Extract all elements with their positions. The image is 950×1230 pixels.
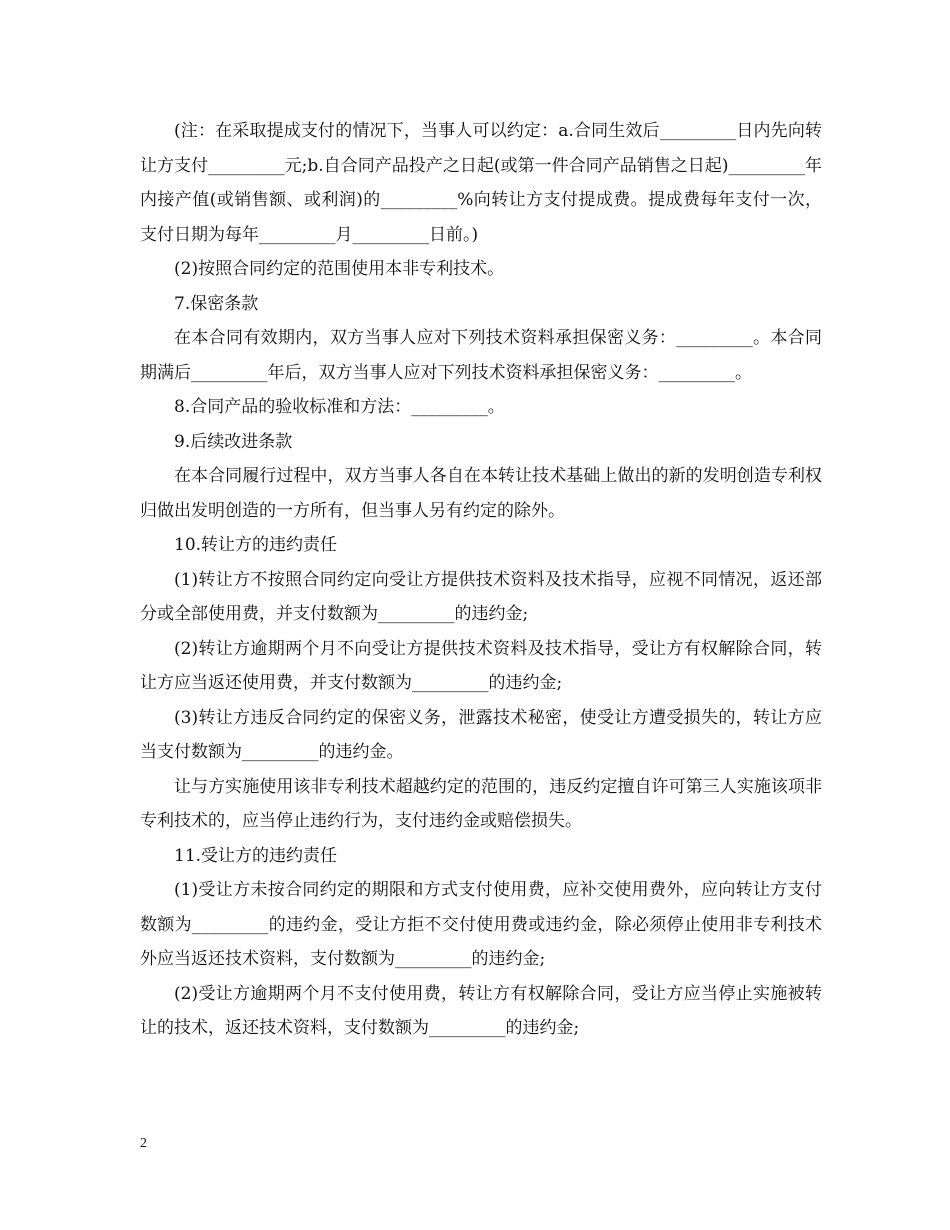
section-heading-confidentiality: 7.保密条款: [174, 293, 259, 314]
clause-transferee-liability-2: (2)受让方逾期两个月不支付使用费，转让方有权解除合同，受让方应当停止实施被转让的技术，返还技术资料，支付数额为_________的违约金;: [140, 983, 822, 1038]
clause-transferor-liability-3: (3)转让方违反合同约定的保密义务，泄露技术秘密，使受让方遭受损失的，转让方应当支付数额为_________的违约金。: [140, 707, 822, 762]
section-heading-transferee-liability: 11.受让方的违约责任: [174, 845, 338, 866]
clause-confidentiality: 在本合同有效期内，双方当事人应对下列技术资料承担保密义务：_________。本合同期满后_________年后，双方当事人应对下列技术资料承担保密义务：_________。: [140, 328, 822, 383]
section-heading-improvements: 9.后续改进条款: [174, 431, 293, 452]
clause-transferee-liability-1: (1)受让方未按合同约定的期限和方式支付使用费，应补交使用费外，应向转让方支付数额为_________的违约金，受让方拒不交付使用费或违约金，除必须停止使用非专利技术外应当返还技术资料，支付数额为_________的违约金;: [140, 880, 822, 969]
section-heading-transferor-liability: 10.转让方的违约责任: [174, 535, 338, 555]
clause-use-scope: (2)按照合同约定的范围使用本非专利技术。: [174, 259, 505, 279]
document-body: [140, 114, 822, 1046]
clause-transferor-liability-1: (1)转让方不按照合同约定向受让方提供技术资料及技术指导，应视不同情况，返还部分或全部使用费，并支付数额为_________的违约金;: [140, 569, 822, 624]
clause-improvements: 在本合同履行过程中，双方当事人各自在本转让技术基础上做出的新的发明创造专利权归做出发明创造的一方所有，但当事人另有约定的除外。: [140, 466, 822, 521]
page-number: 2: [140, 1136, 147, 1151]
clause-transferor-overreach: 让与方实施使用该非专利技术超越约定的范围的，违反约定擅自许可第三人实施该项非专利技术的，应当停止违约行为，支付违约金或赔偿损失。: [140, 776, 822, 831]
clause-transferor-liability-2: (2)转让方逾期两个月不向受让方提供技术资料及技术指导，受让方有权解除合同，转让方应当返还使用费，并支付数额为_________的违约金;: [140, 638, 822, 693]
section-heading-acceptance: 8.合同产品的验收标准和方法：_________。: [174, 397, 505, 417]
note-commission-payment: (注：在采取提成支付的情况下，当事人可以约定：a.合同生效后_________日内先向转让方支付_________元;b.自合同产品投产之日起(或第一件合同产品销售之日起)_________年内接产值(或销售额、或利润)的_________%向转让方支付提成费。提成费每年支付一次，支付日期为每年_________月_________日前。): [140, 121, 822, 245]
